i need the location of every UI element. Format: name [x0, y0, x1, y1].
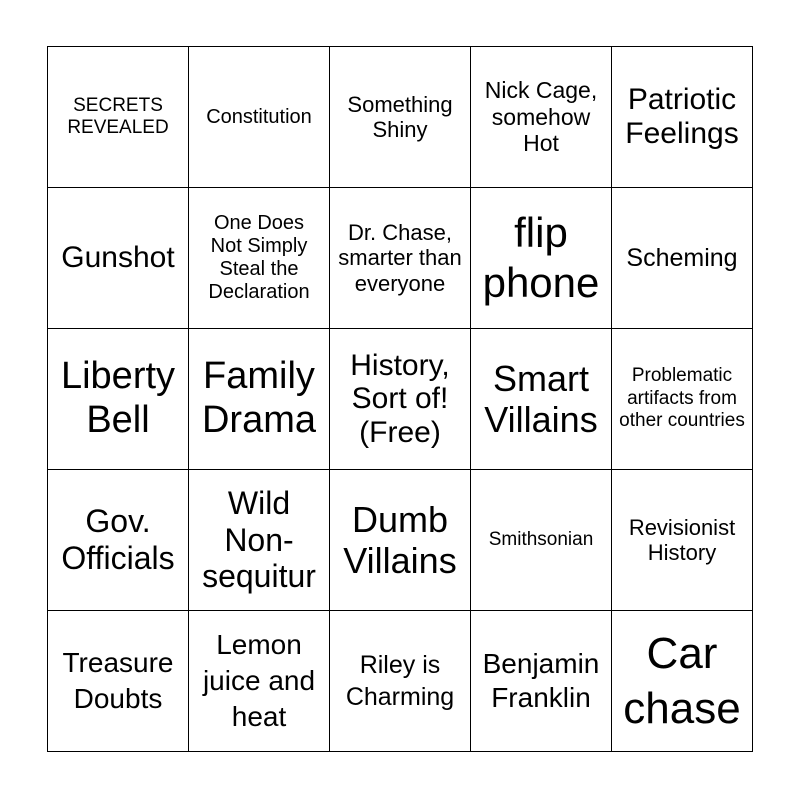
cell-label: Car chase — [623, 629, 741, 733]
cell-label: Dr. Chase, smarter than everyone — [338, 220, 462, 296]
cell-label: Family Drama — [201, 355, 317, 441]
cell-label: Something Shiny — [347, 91, 453, 142]
bingo-cell-r2c2[interactable] — [189, 188, 330, 329]
bingo-cell-r1c2[interactable] — [189, 47, 330, 188]
cell-label: Constitution — [206, 105, 312, 128]
bingo-cell-r4c1[interactable] — [48, 470, 189, 611]
cell-label: Revisionist History — [628, 514, 736, 565]
cell-label: Dumb Villains — [343, 498, 457, 581]
bingo-cell-r2c5[interactable] — [612, 188, 753, 329]
bingo-cell-r3c2[interactable] — [189, 329, 330, 470]
cell-label: Smithsonian — [488, 529, 594, 551]
bingo-cell-r4c4[interactable] — [471, 470, 612, 611]
bingo-cell-r5c3[interactable] — [330, 611, 471, 752]
bingo-cell-r3c5[interactable] — [612, 329, 753, 470]
cell-label: Treasure Doubts — [62, 646, 174, 714]
cell-label: Gov. Officials — [61, 503, 175, 576]
cell-label: Liberty Bell — [60, 355, 176, 441]
cell-label: Wild Non-sequitur — [202, 484, 316, 595]
bingo-cell-r2c3[interactable] — [330, 188, 471, 329]
cell-label: Riley is Charming — [345, 650, 455, 711]
bingo-cell-r5c1[interactable] — [48, 611, 189, 752]
bingo-cell-r3c1[interactable] — [48, 329, 189, 470]
cell-label: Smart Villains — [484, 357, 598, 440]
cell-label: Gunshot — [61, 240, 175, 274]
cell-label: History, Sort of! (Free) — [350, 348, 450, 449]
bingo-cell-r4c3[interactable] — [330, 470, 471, 611]
bingo-board — [47, 46, 753, 752]
cell-label: Lemon juice and heat — [202, 629, 316, 732]
bingo-cell-r1c3[interactable] — [330, 47, 471, 188]
bingo-cell-r5c2[interactable] — [189, 611, 330, 752]
bingo-cell-r3c4[interactable] — [471, 329, 612, 470]
cell-label: Patriotic Feelings — [625, 82, 739, 150]
bingo-cell-r3c3[interactable] — [330, 329, 471, 470]
bingo-cell-r1c5[interactable] — [612, 47, 753, 188]
cell-label: Benjamin Franklin — [482, 648, 600, 713]
bingo-cell-r4c5[interactable] — [612, 470, 753, 611]
cell-label: One Does Not Simply Steal the Declaration — [208, 212, 310, 303]
bingo-cell-r5c5[interactable] — [612, 611, 753, 752]
bingo-cell-r5c4[interactable] — [471, 611, 612, 752]
bingo-cell-r4c2[interactable] — [189, 470, 330, 611]
bingo-cell-r2c1[interactable] — [48, 188, 189, 329]
bingo-cell-r1c4[interactable] — [471, 47, 612, 188]
cell-label: Nick Cage, somehow Hot — [484, 77, 598, 157]
cell-label: Problematic artifacts from other countries — [619, 364, 745, 432]
cell-label: SECRETS REVEALED — [67, 95, 169, 138]
cell-label: Scheming — [626, 243, 738, 272]
bingo-cell-r1c1[interactable] — [48, 47, 189, 188]
bingo-cell-r2c4[interactable] — [471, 188, 612, 329]
cell-label: flip phone — [482, 208, 600, 306]
